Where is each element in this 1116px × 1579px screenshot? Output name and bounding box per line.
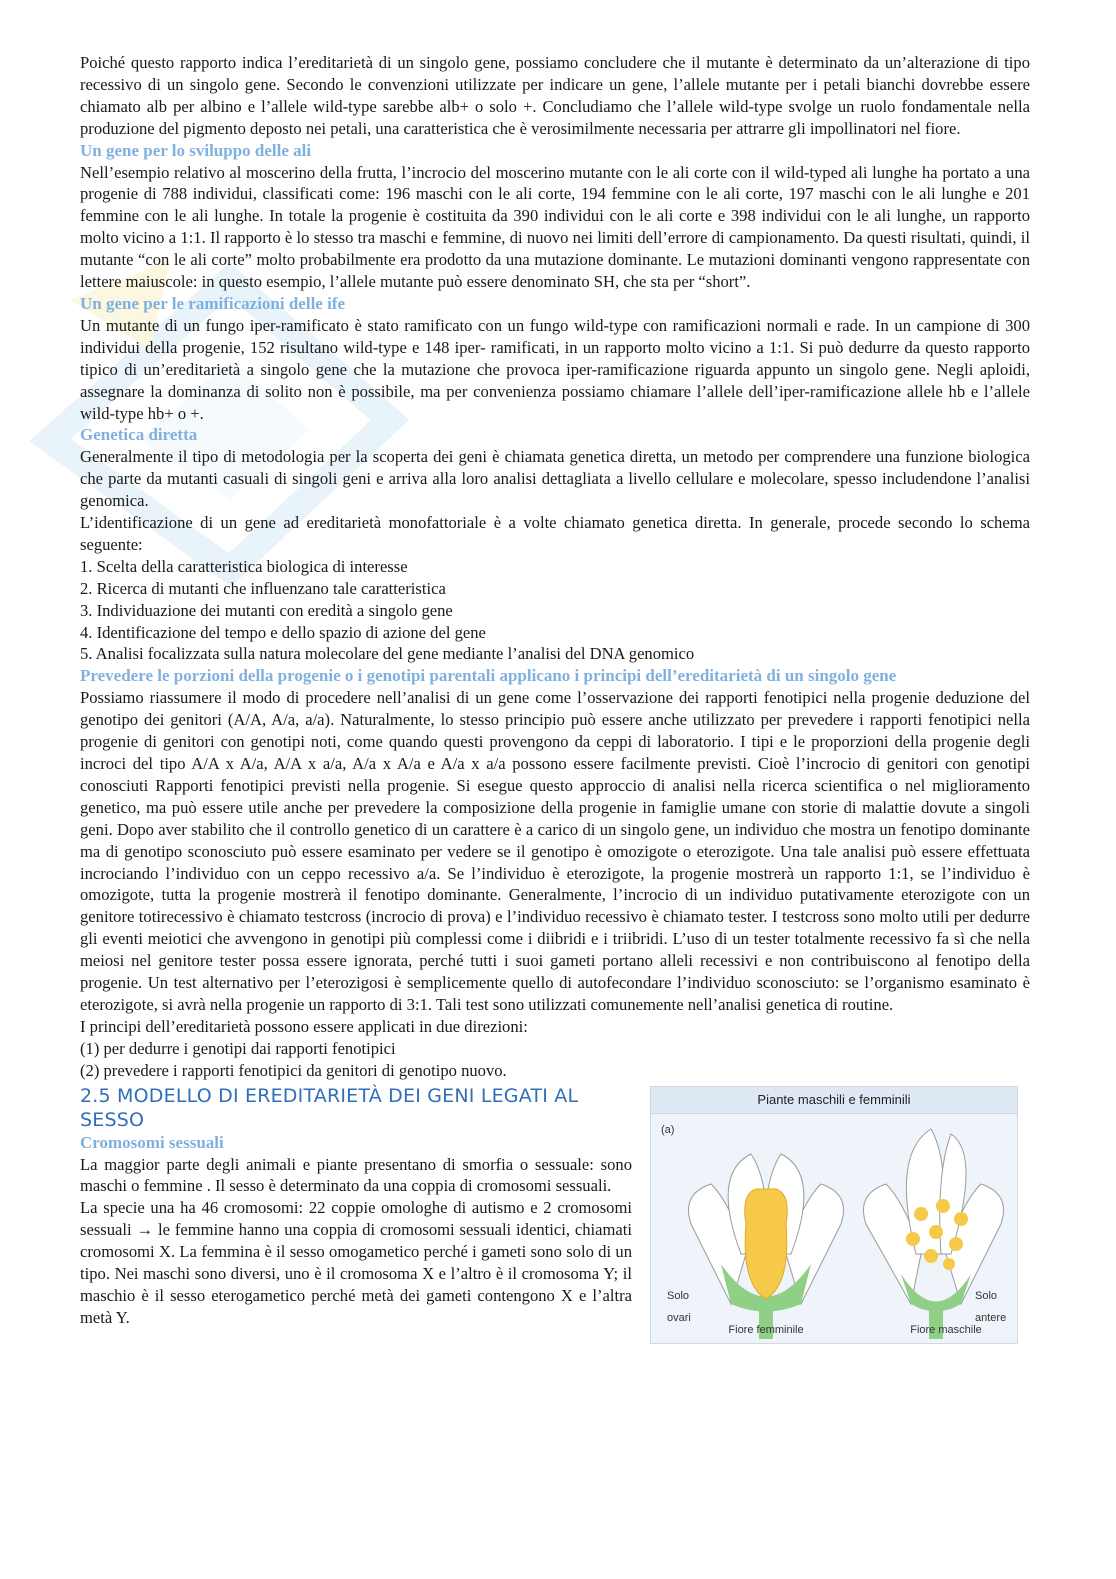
heading-forward-genetics: Genetica diretta [80, 425, 198, 445]
paragraph-identification: L’identificazione di un gene ad ereditarietà monofattoriale è a volte chiamato genetica diretta. In generale, procede secondo lo schema seguente: [80, 513, 1030, 554]
paragraph-human-chromosomes: La specie una ha 46 cromosomi: 22 coppie omologhe di autismo e 2 cromosomi sessuali → le femmine hanno una coppia di cromosomi sessuali identici, chiamati cromosomi X. La femmina è il sesso omogametico perché i gameti sono solo di un tipo. Nei maschi sono diversi, uno è il cromosoma X e l’altro è il cromosoma Y; il maschio è il sesso eterogametico perché metà dei gameti contengono X e l’altra metà Y. [80, 1198, 632, 1327]
flower-figure [650, 1086, 1018, 1344]
figure-title: Piante maschili e femminili [651, 1087, 1017, 1114]
heading-sex-chromosomes: Cromosomi sessuali [80, 1132, 224, 1152]
heading-wing-gene: Un gene per lo sviluppo delle ali [80, 140, 312, 160]
caption-female-flower: Fiore femminile [728, 1323, 804, 1336]
paragraph-fungus: Un mutante di un fungo iper-ramificato è stato ramificato con un fungo wild-type con ramificazioni normali e rade. In un campione di 300 individui della progenie, 152 risultano wild-type e 148 iper- ramificati, in un rapporto molto vicino a 1:1. Si può dedurre da questo rapporto tipico di un’ereditarietà a singolo gene che la mutazione che provoca iper-ramificazione riguarda appunto un singolo gene. Negli aploidi, assegnare la dominanza di solito non è possibile, ma per convenienza possiamo chiamare l’allele dell’iper-ramificazione allele hb e l’allele wild-type hb+ o +. [80, 315, 1030, 423]
flowers-illustration-icon [651, 1114, 1017, 1343]
paragraph-directions-intro: I principi dell’ereditarietà possono essere applicati in due direzioni: [80, 1016, 528, 1036]
paragraph-sexual-dimorphism: La maggior parte degli animali e piante presentano di smorfia o sessuale: sono maschi o femmine . Il sesso è determinato da una coppia di cromosomi sessuali. [80, 1154, 632, 1196]
label-text: Solo [975, 1289, 998, 1302]
figure-panel [651, 1114, 1017, 1343]
chapter-title: 2.5 MODELLO DI EREDITARIETÀ DEI GENI LEGATI AL SESSO [80, 1084, 579, 1131]
paragraph-forward-genetics: Generalmente il tipo di metodologia per la scoperta dei geni è chiamata genetica diretta, un metodo per comprendere una funzione biologica che parte da mutanti casuali di singoli geni e arriva alla loro analisi dettagliata a livello cellulare e molecolare, spesso includendone l’analisi genomica. [80, 447, 1030, 511]
paragraph-recessive-allele: Poiché questo rapporto indica l’ereditarietà di un singolo gene, possiamo concludere che il mutante è determinato da un’alterazione di tipo recessivo di un singolo gene. Secondo le convenzioni utilizzate per indicare un gene, l’allele mutante per i petali bianchi dovrebbe essere chiamato alb per albino e l’allele wild-type sarebbe alb+ o solo +. Concludiamo che l’allele wild-type svolge un ruolo fondamentale nella produzione del pigmento deposto nei petali, una caratteristica che è verosimilmente necessaria per attrarre gli impollinatori nel fiore. [80, 53, 1030, 138]
list-item: (1) per dedurre i genotipi dai rapporti fenotipici [80, 1038, 396, 1058]
caption-male-flower: Fiore maschile [910, 1323, 982, 1336]
list-item: (2) prevedere i rapporti fenotipici da genitori di genotipo nuovo. [80, 1060, 507, 1080]
list-item: 4. Identificazione del tempo e dello spazio di azione del gene [80, 622, 486, 642]
female-flower-icon [689, 1154, 844, 1339]
label-text: ovari [667, 1311, 691, 1324]
label-text: Solo [667, 1289, 690, 1302]
heading-predict-progeny: Prevedere le porzioni della progenie o i genotipi parentali applicano i principi dell’ereditarietà di un singolo gene [80, 666, 897, 686]
panel-label: (a) [661, 1123, 675, 1136]
paragraph-testcross: Possiamo riassumere il modo di procedere nell’analisi di un gene come l’osservazione dei rapporti fenotipici nella progenie deduzione del genotipo dei genitori (A/A, A/a, a/a). Naturalmente, lo stesso principio può essere anche utilizzato per prevedere i rapporti fenotipici nella progenie di genitori con genotipi noti, come quando questi provengono da ceppi di laboratorio. I tipi e le proporzioni della progenie degli incroci del tipo A/A x A/a, A/A x a/a, A/a x A/a e A/a x a/a possono essere facilmente previsti. Cioè l’incrocio di genitori con genotipi conosciuti Rapporti fenotipici previsti nella progenie. Si esegue questo approccio di analisi nella ricerca scientifica o nel miglioramento genetico, ma può essere utile anche per prevedere la composizione della progenie in famiglie umane con storie di malattie dovute a singoli geni. Dopo aver stabilito che il controllo genetico di un carattere è a carico di un singolo gene, un individuo che mostra un fenotipo dominante ma di genotipo sconosciuto può essere esaminato per vedere se il genotipo è omozigote o eterozigote. Una tale analisi può essere effettuata incrociando l’individuo con un ceppo recessivo a/a. Se l’individuo è eterozigote, la progenie mostrerà un rapporto 1:1, se l’individuo è omozigote, tutta la progenie mostrerà il fenotipo dominante. Generalmente, l’incrocio di un individuo putativamente eterozigote con un genitore totirecessivo è chiamato testcross (incrocio di prova) e l’individuo recessivo è chiamato tester. I testcross sono molto utili per dedurre gli eventi meiotici che avvengono in genotipi più complessi come i diibridi e i triibridi. L’uso di un tester totalmente recessivo fa sì che nella meiosi nel genitore tester possa essere ignorata, perché tutti i suoi gameti portano alleli recessivi e non contribuiscono al fenotipo della progenie. Un test alternativo per l’eterozigosi è semplicemente quello di autofecondare l’individuo sconosciuto: se l’organismo esaminato è eterozigote, si avrà nella progenie un rapporto di 3:1. Tali test sono utilizzati comunemente nell’analisi genetica di routine. [80, 688, 1030, 1014]
paragraph-fruit-fly: Nell’esempio relativo al moscerino della frutta, l’incrocio del moscerino mutante con le ali corte con il wild-typed ali lunghe ha portato a una progenie di 788 individui, classificati come: 196 maschi con le ali corte, 194 femmine con le ali corte, 197 maschi con le ali lunghe e 201 femmine con le ali lunghe. In totale la progenie è costituita da 390 individui con le ali corte e 398 individui con le ali lunghe, un rapporto molto vicino a 1:1. Il rapporto è lo stesso tra maschi e femmine, di nuovo nei limiti dell’errore di campionamento. Da questi risultati, quindi, il mutante “con le ali corte” molto probabilmente era prodotto da una mutazione dominante. Le mutazioni dominanti vengono rappresentate con lettere maiuscole: in questo esempio, l’allele mutante può essere denominato SH, che sta per “short”. [80, 162, 1030, 292]
heading-hyphae-gene: Un gene per le ramificazioni delle ife [80, 293, 346, 313]
list-item: 3. Individuazione dei mutanti con eredità a singolo gene [80, 600, 453, 620]
list-item: 2. Ricerca di mutanti che influenzano tale caratteristica [80, 578, 446, 598]
list-item: 5. Analisi focalizzata sulla natura molecolare del gene mediante l’analisi del DNA genomico [80, 644, 695, 664]
label-text: antere [975, 1311, 1007, 1324]
sex-linked-section [80, 1084, 1030, 1336]
list-item: 1. Scelta della caratteristica biologica di interesse [80, 556, 408, 576]
label-only-ovaries [667, 1286, 691, 1330]
document-page [80, 52, 1030, 1336]
